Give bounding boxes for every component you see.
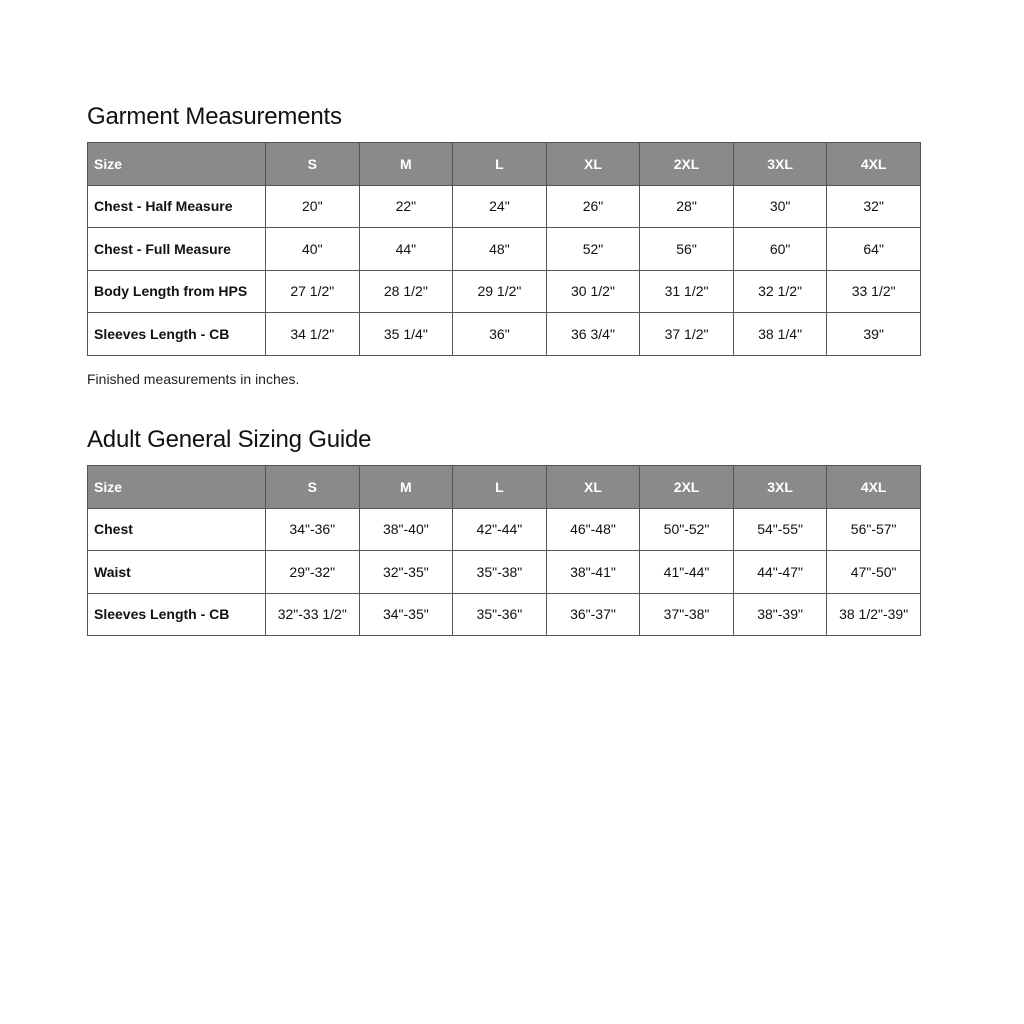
table-cell: 27 1/2" bbox=[266, 270, 360, 313]
table-cell: 36"-37" bbox=[546, 593, 640, 636]
size-header-s: S bbox=[266, 143, 360, 186]
table-cell: 46"-48" bbox=[546, 508, 640, 551]
measurements-footnote: Finished measurements in inches. bbox=[87, 371, 300, 387]
table-cell: 36 3/4" bbox=[546, 313, 640, 356]
table-cell: 38"-40" bbox=[359, 508, 453, 551]
table-cell: 38 1/4" bbox=[733, 313, 827, 356]
table-row bbox=[88, 551, 921, 594]
table-cell: 42"-44" bbox=[453, 508, 547, 551]
table-cell: 64" bbox=[827, 228, 921, 271]
table-cell: 33 1/2" bbox=[827, 270, 921, 313]
table-cell: 24" bbox=[453, 185, 547, 228]
table-cell: 32" bbox=[827, 185, 921, 228]
size-header-4xl: 4XL bbox=[827, 143, 921, 186]
table-row bbox=[88, 593, 921, 636]
size-header-2xl: 2XL bbox=[640, 143, 734, 186]
row-label: Waist bbox=[88, 551, 266, 594]
table-row bbox=[88, 508, 921, 551]
table-cell: 36" bbox=[453, 313, 547, 356]
table-cell: 56"-57" bbox=[827, 508, 921, 551]
size-header-l: L bbox=[453, 466, 547, 509]
size-header-l: L bbox=[453, 143, 547, 186]
table-cell: 28 1/2" bbox=[359, 270, 453, 313]
table-row bbox=[88, 313, 921, 356]
sizing-guide-title: Adult General Sizing Guide bbox=[87, 426, 372, 453]
table-cell: 37"-38" bbox=[640, 593, 734, 636]
table-header-row bbox=[88, 466, 921, 509]
row-label: Chest - Half Measure bbox=[88, 185, 266, 228]
garment-measurements-table bbox=[87, 142, 921, 356]
table-cell: 20" bbox=[266, 185, 360, 228]
table-cell: 40" bbox=[266, 228, 360, 271]
table-cell: 44" bbox=[359, 228, 453, 271]
table-cell: 32 1/2" bbox=[733, 270, 827, 313]
table-cell: 34"-36" bbox=[266, 508, 360, 551]
table-cell: 38"-41" bbox=[546, 551, 640, 594]
table-cell: 30" bbox=[733, 185, 827, 228]
table-cell: 54"-55" bbox=[733, 508, 827, 551]
table-header-row bbox=[88, 143, 921, 186]
table-cell: 31 1/2" bbox=[640, 270, 734, 313]
size-header-3xl: 3XL bbox=[733, 466, 827, 509]
size-header-xl: XL bbox=[546, 466, 640, 509]
table-row bbox=[88, 228, 921, 271]
size-column-header: Size bbox=[88, 143, 266, 186]
size-header-2xl: 2XL bbox=[640, 466, 734, 509]
table-cell: 22" bbox=[359, 185, 453, 228]
table-cell: 41"-44" bbox=[640, 551, 734, 594]
table-cell: 35"-38" bbox=[453, 551, 547, 594]
row-label: Chest - Full Measure bbox=[88, 228, 266, 271]
table-row bbox=[88, 270, 921, 313]
table-cell: 38 1/2"-39" bbox=[827, 593, 921, 636]
garment-measurements-title: Garment Measurements bbox=[87, 103, 342, 130]
table-cell: 34"-35" bbox=[359, 593, 453, 636]
table-cell: 28" bbox=[640, 185, 734, 228]
table-cell: 56" bbox=[640, 228, 734, 271]
table-cell: 50"-52" bbox=[640, 508, 734, 551]
table-cell: 38"-39" bbox=[733, 593, 827, 636]
size-header-xl: XL bbox=[546, 143, 640, 186]
table-cell: 26" bbox=[546, 185, 640, 228]
size-header-4xl: 4XL bbox=[827, 466, 921, 509]
row-label: Sleeves Length - CB bbox=[88, 313, 266, 356]
table-cell: 35"-36" bbox=[453, 593, 547, 636]
table-cell: 29"-32" bbox=[266, 551, 360, 594]
table-cell: 29 1/2" bbox=[453, 270, 547, 313]
table-cell: 60" bbox=[733, 228, 827, 271]
table-cell: 47"-50" bbox=[827, 551, 921, 594]
table-cell: 48" bbox=[453, 228, 547, 271]
row-label: Sleeves Length - CB bbox=[88, 593, 266, 636]
row-label: Chest bbox=[88, 508, 266, 551]
table-cell: 52" bbox=[546, 228, 640, 271]
table-cell: 32"-35" bbox=[359, 551, 453, 594]
table-cell: 37 1/2" bbox=[640, 313, 734, 356]
size-header-3xl: 3XL bbox=[733, 143, 827, 186]
table-cell: 39" bbox=[827, 313, 921, 356]
table-cell: 34 1/2" bbox=[266, 313, 360, 356]
size-header-s: S bbox=[266, 466, 360, 509]
size-header-m: M bbox=[359, 143, 453, 186]
sizing-guide-table bbox=[87, 465, 921, 636]
table-row bbox=[88, 185, 921, 228]
table-cell: 30 1/2" bbox=[546, 270, 640, 313]
size-column-header: Size bbox=[88, 466, 266, 509]
row-label: Body Length from HPS bbox=[88, 270, 266, 313]
table-cell: 32"-33 1/2" bbox=[266, 593, 360, 636]
size-header-m: M bbox=[359, 466, 453, 509]
table-cell: 35 1/4" bbox=[359, 313, 453, 356]
table-cell: 44"-47" bbox=[733, 551, 827, 594]
